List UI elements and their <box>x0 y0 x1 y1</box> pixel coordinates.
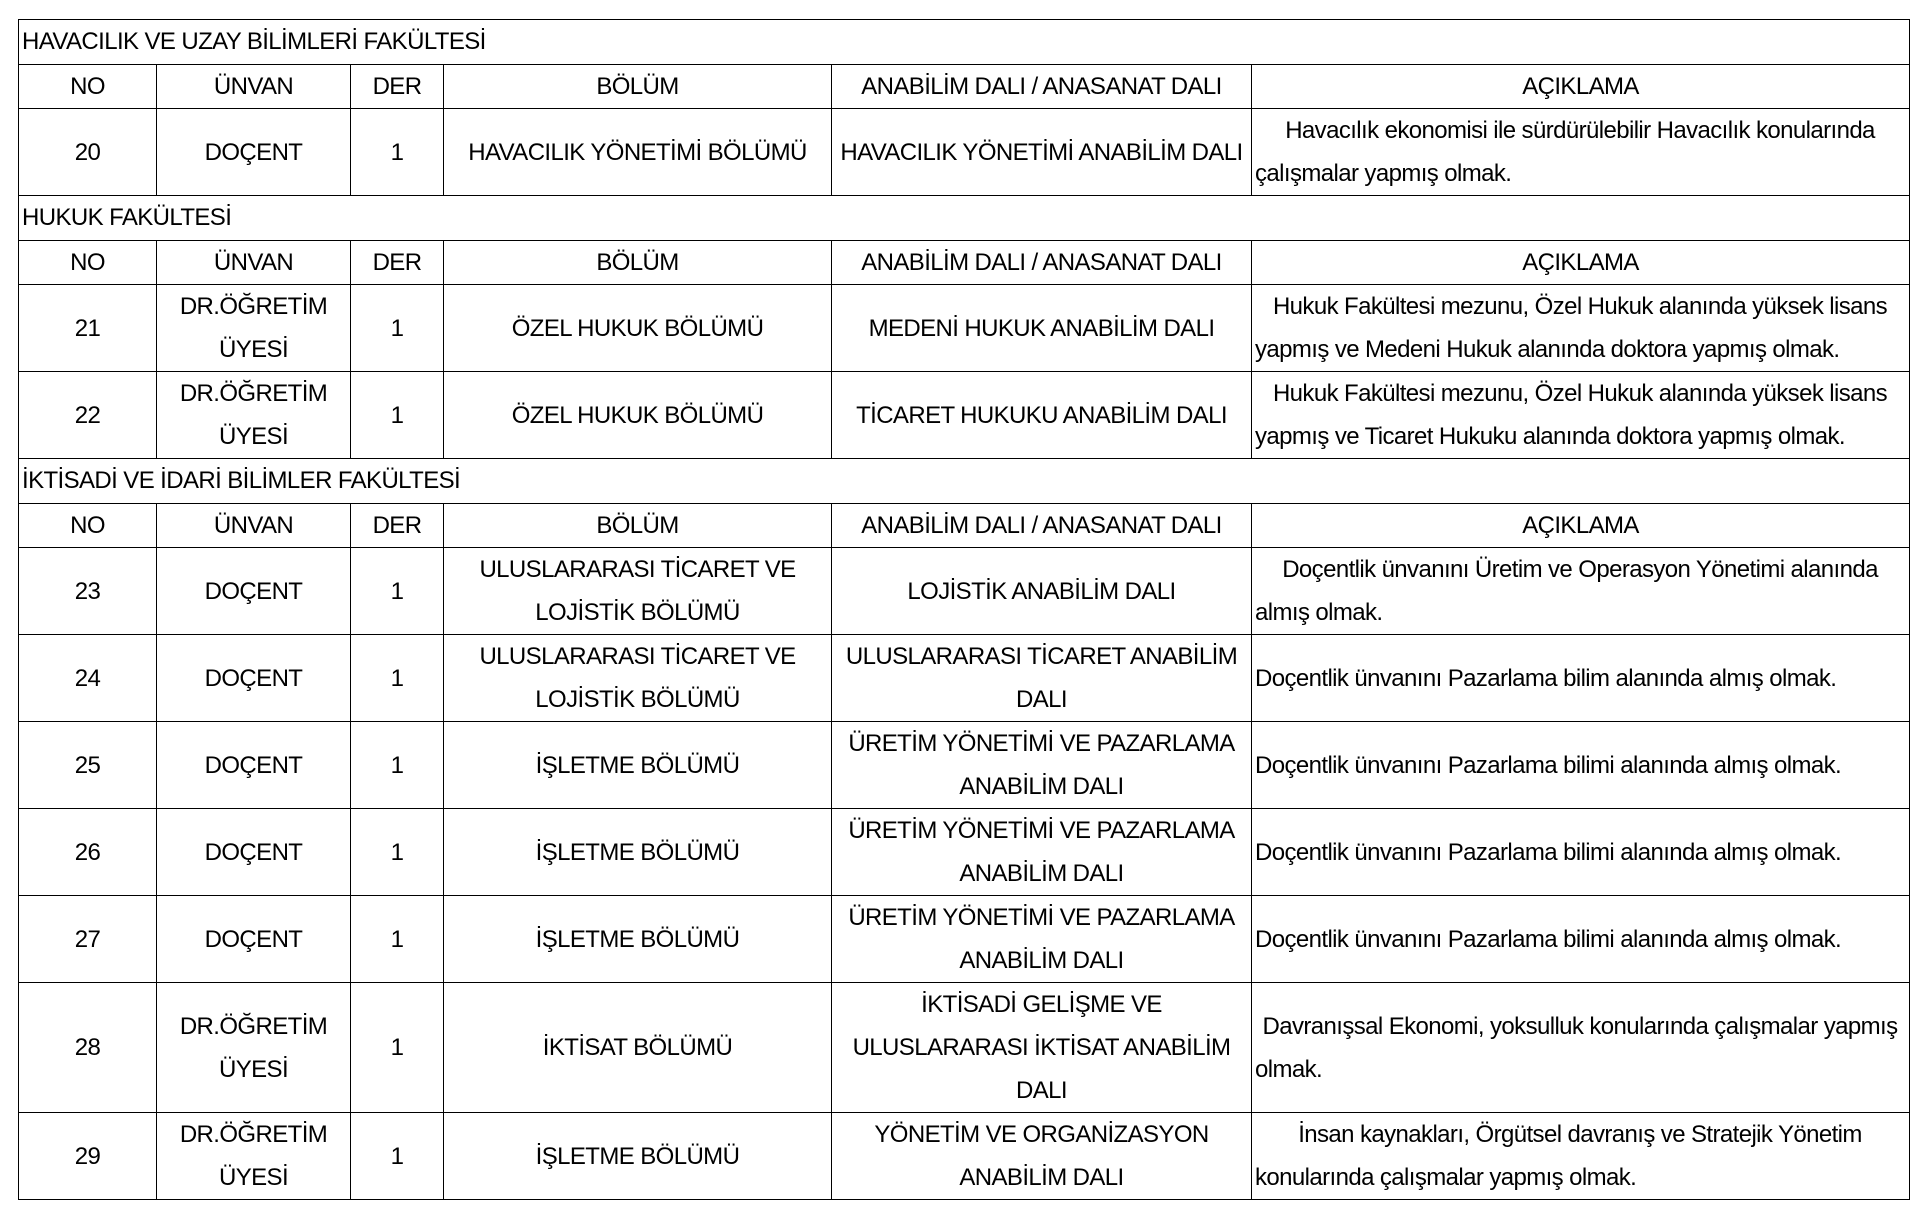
table-row <box>19 896 1910 983</box>
der-cell: 1 <box>351 109 444 196</box>
der-cell: 1 <box>351 809 444 896</box>
aciklama-cell: Hukuk Fakültesi mezunu, Özel Hukuk alanında yüksek lisans yapmış ve Ticaret Hukuku alanında doktora yapmış olmak. <box>1252 372 1910 459</box>
unvan-cell: DR.ÖĞRETİM ÜYESİ <box>157 372 351 459</box>
table-row <box>19 635 1910 722</box>
header-no: NO <box>19 65 157 109</box>
anabilim-cell: ULUSLARARASI TİCARET ANABİLİM DALI <box>832 635 1252 722</box>
unvan-cell: DOÇENT <box>157 548 351 635</box>
aciklama-cell: İnsan kaynakları, Örgütsel davranış ve Stratejik Yönetim konularında çalışmalar yapmış olmak. <box>1252 1113 1910 1200</box>
der-cell: 1 <box>351 285 444 372</box>
faculty-row <box>19 20 1910 65</box>
no-cell: 28 <box>19 983 157 1113</box>
table-body <box>19 20 1910 1200</box>
no-cell: 29 <box>19 1113 157 1200</box>
bolum-cell: İŞLETME BÖLÜMÜ <box>444 896 832 983</box>
table-row <box>19 722 1910 809</box>
table-row <box>19 1113 1910 1200</box>
anabilim-cell: ÜRETİM YÖNETİMİ VE PAZARLAMA ANABİLİM DALI <box>832 809 1252 896</box>
column-header-row <box>19 65 1910 109</box>
anabilim-cell: TİCARET HUKUKU ANABİLİM DALI <box>832 372 1252 459</box>
no-cell: 25 <box>19 722 157 809</box>
faculty-row <box>19 459 1910 504</box>
unvan-cell: DR.ÖĞRETİM ÜYESİ <box>157 983 351 1113</box>
aciklama-cell: Havacılık ekonomisi ile sürdürülebilir Havacılık konularında çalışmalar yapmış olmak. <box>1252 109 1910 196</box>
anabilim-cell: YÖNETİM VE ORGANİZASYON ANABİLİM DALI <box>832 1113 1252 1200</box>
header-bolum: BÖLÜM <box>444 241 832 285</box>
no-cell: 20 <box>19 109 157 196</box>
bolum-cell: ÖZEL HUKUK BÖLÜMÜ <box>444 285 832 372</box>
header-anabilim: ANABİLİM DALI / ANASANAT DALI <box>832 241 1252 285</box>
header-aciklama: AÇIKLAMA <box>1252 504 1910 548</box>
table-row <box>19 809 1910 896</box>
no-cell: 24 <box>19 635 157 722</box>
header-unvan: ÜNVAN <box>157 504 351 548</box>
der-cell: 1 <box>351 722 444 809</box>
header-aciklama: AÇIKLAMA <box>1252 65 1910 109</box>
unvan-cell: DOÇENT <box>157 722 351 809</box>
der-cell: 1 <box>351 635 444 722</box>
der-cell: 1 <box>351 896 444 983</box>
header-no: NO <box>19 504 157 548</box>
der-cell: 1 <box>351 1113 444 1200</box>
unvan-cell: DOÇENT <box>157 109 351 196</box>
anabilim-cell: ÜRETİM YÖNETİMİ VE PAZARLAMA ANABİLİM DALI <box>832 722 1252 809</box>
header-der: DER <box>351 241 444 285</box>
no-cell: 27 <box>19 896 157 983</box>
aciklama-cell: Doçentlik ünvanını Pazarlama bilimi alanında almış olmak. <box>1252 722 1910 809</box>
aciklama-cell: Hukuk Fakültesi mezunu, Özel Hukuk alanında yüksek lisans yapmış ve Medeni Hukuk alanında doktora yapmış olmak. <box>1252 285 1910 372</box>
header-anabilim: ANABİLİM DALI / ANASANAT DALI <box>832 65 1252 109</box>
bolum-cell: HAVACILIK YÖNETİMİ BÖLÜMÜ <box>444 109 832 196</box>
faculty-title: HUKUK FAKÜLTESİ <box>19 196 1910 241</box>
header-no: NO <box>19 241 157 285</box>
header-aciklama: AÇIKLAMA <box>1252 241 1910 285</box>
no-cell: 21 <box>19 285 157 372</box>
aciklama-cell: Doçentlik ünvanını Pazarlama bilim alanında almış olmak. <box>1252 635 1910 722</box>
anabilim-cell: MEDENİ HUKUK ANABİLİM DALI <box>832 285 1252 372</box>
column-header-row <box>19 504 1910 548</box>
bolum-cell: ULUSLARARASI TİCARET VE LOJİSTİK BÖLÜMÜ <box>444 635 832 722</box>
bolum-cell: İŞLETME BÖLÜMÜ <box>444 722 832 809</box>
unvan-cell: DOÇENT <box>157 896 351 983</box>
faculty-title: İKTİSADİ VE İDARİ BİLİMLER FAKÜLTESİ <box>19 459 1910 504</box>
column-header-row <box>19 241 1910 285</box>
header-der: DER <box>351 65 444 109</box>
faculty-row <box>19 196 1910 241</box>
unvan-cell: DR.ÖĞRETİM ÜYESİ <box>157 285 351 372</box>
bolum-cell: ÖZEL HUKUK BÖLÜMÜ <box>444 372 832 459</box>
bolum-cell: İKTİSAT BÖLÜMÜ <box>444 983 832 1113</box>
table-row <box>19 983 1910 1113</box>
der-cell: 1 <box>351 372 444 459</box>
bolum-cell: ULUSLARARASI TİCARET VE LOJİSTİK BÖLÜMÜ <box>444 548 832 635</box>
no-cell: 22 <box>19 372 157 459</box>
bolum-cell: İŞLETME BÖLÜMÜ <box>444 1113 832 1200</box>
unvan-cell: DOÇENT <box>157 635 351 722</box>
anabilim-cell: LOJİSTİK ANABİLİM DALI <box>832 548 1252 635</box>
header-bolum: BÖLÜM <box>444 504 832 548</box>
bolum-cell: İŞLETME BÖLÜMÜ <box>444 809 832 896</box>
header-unvan: ÜNVAN <box>157 65 351 109</box>
der-cell: 1 <box>351 983 444 1113</box>
table-row <box>19 548 1910 635</box>
no-cell: 26 <box>19 809 157 896</box>
header-der: DER <box>351 504 444 548</box>
table-row <box>19 372 1910 459</box>
header-bolum: BÖLÜM <box>444 65 832 109</box>
positions-table <box>18 19 1910 1200</box>
unvan-cell: DOÇENT <box>157 809 351 896</box>
aciklama-cell: Doçentlik ünvanını Üretim ve Operasyon Yönetimi alanında almış olmak. <box>1252 548 1910 635</box>
anabilim-cell: İKTİSADİ GELİŞME VE ULUSLARARASI İKTİSAT ANABİLİM DALI <box>832 983 1252 1113</box>
header-unvan: ÜNVAN <box>157 241 351 285</box>
der-cell: 1 <box>351 548 444 635</box>
unvan-cell: DR.ÖĞRETİM ÜYESİ <box>157 1113 351 1200</box>
no-cell: 23 <box>19 548 157 635</box>
faculty-title: HAVACILIK VE UZAY BİLİMLERİ FAKÜLTESİ <box>19 20 1910 65</box>
aciklama-cell: Doçentlik ünvanını Pazarlama bilimi alanında almış olmak. <box>1252 896 1910 983</box>
aciklama-cell: Doçentlik ünvanını Pazarlama bilimi alanında almış olmak. <box>1252 809 1910 896</box>
anabilim-cell: ÜRETİM YÖNETİMİ VE PAZARLAMA ANABİLİM DALI <box>832 896 1252 983</box>
header-anabilim: ANABİLİM DALI / ANASANAT DALI <box>832 504 1252 548</box>
table-row <box>19 285 1910 372</box>
aciklama-cell: Davranışsal Ekonomi, yoksulluk konularında çalışmalar yapmış olmak. <box>1252 983 1910 1113</box>
anabilim-cell: HAVACILIK YÖNETİMİ ANABİLİM DALI <box>832 109 1252 196</box>
table-row <box>19 109 1910 196</box>
